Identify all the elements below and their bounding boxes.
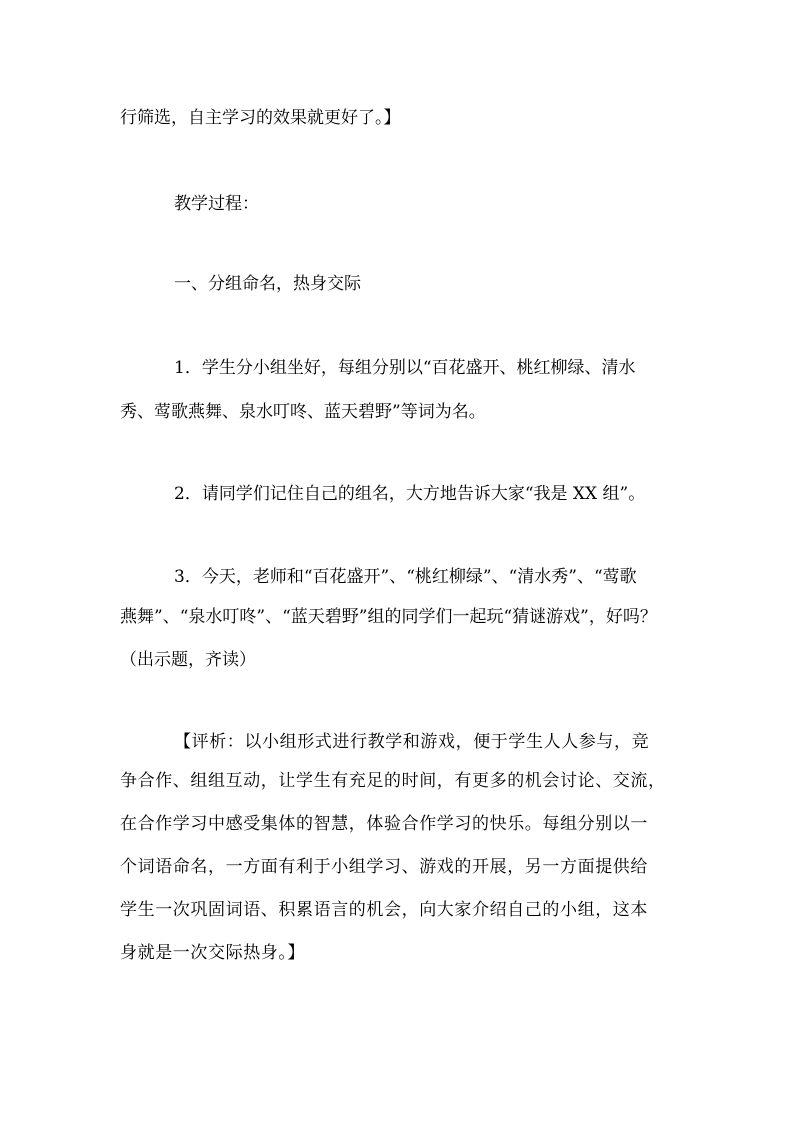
- item-1-line-2: 秀、莺歌燕舞、泉水叮咚、蓝天碧野”等词为名。: [120, 402, 486, 422]
- comment-line-4: 个词语命名，一方面有利于小组学习、游戏的开展，另一方面提供给: [120, 857, 648, 877]
- heading-teaching-process: 教学过程：: [174, 194, 259, 214]
- paragraph-continuation: 行筛选，自主学习的效果就更好了。】: [120, 108, 401, 128]
- item-2-line-1: 2．请同学们记住自己的组名，大方地告诉大家“我是 XX 组”。: [174, 484, 646, 504]
- comment-line-3: 在合作学习中感受集体的智慧，体验合作学习的快乐。每组分别以一: [120, 814, 648, 834]
- item-3-line-2: 燕舞”、“泉水叮咚”、“蓝天碧野”组的同学们一起玩“猜谜游戏”，好吗？: [120, 607, 657, 627]
- comment-line-2: 争合作、组组互动，让学生有充足的时间，有更多的机会讨论、交流，: [120, 771, 666, 791]
- comment-line-1: 【评析：以小组形式进行教学和游戏，便于学生人人参与，竞: [174, 732, 650, 752]
- comment-line-5: 学生一次巩固词语、积累语言的机会，向大家介绍自己的小组，这本: [120, 900, 648, 920]
- comment-line-6: 身就是一次交际热身。】: [120, 943, 306, 963]
- item-1-line-1: 1．学生分小组坐好，每组分别以“百花盛开、桃红柳绿、清水: [174, 358, 636, 378]
- item-3-line-3: （出示题，齐读）: [120, 650, 256, 670]
- section-heading-1: 一、分组命名，热身交际: [174, 274, 361, 294]
- item-3-line-1: 3．今天，老师和“百花盛开”、“桃红柳绿”、“清水秀”、“莺歌: [174, 567, 637, 587]
